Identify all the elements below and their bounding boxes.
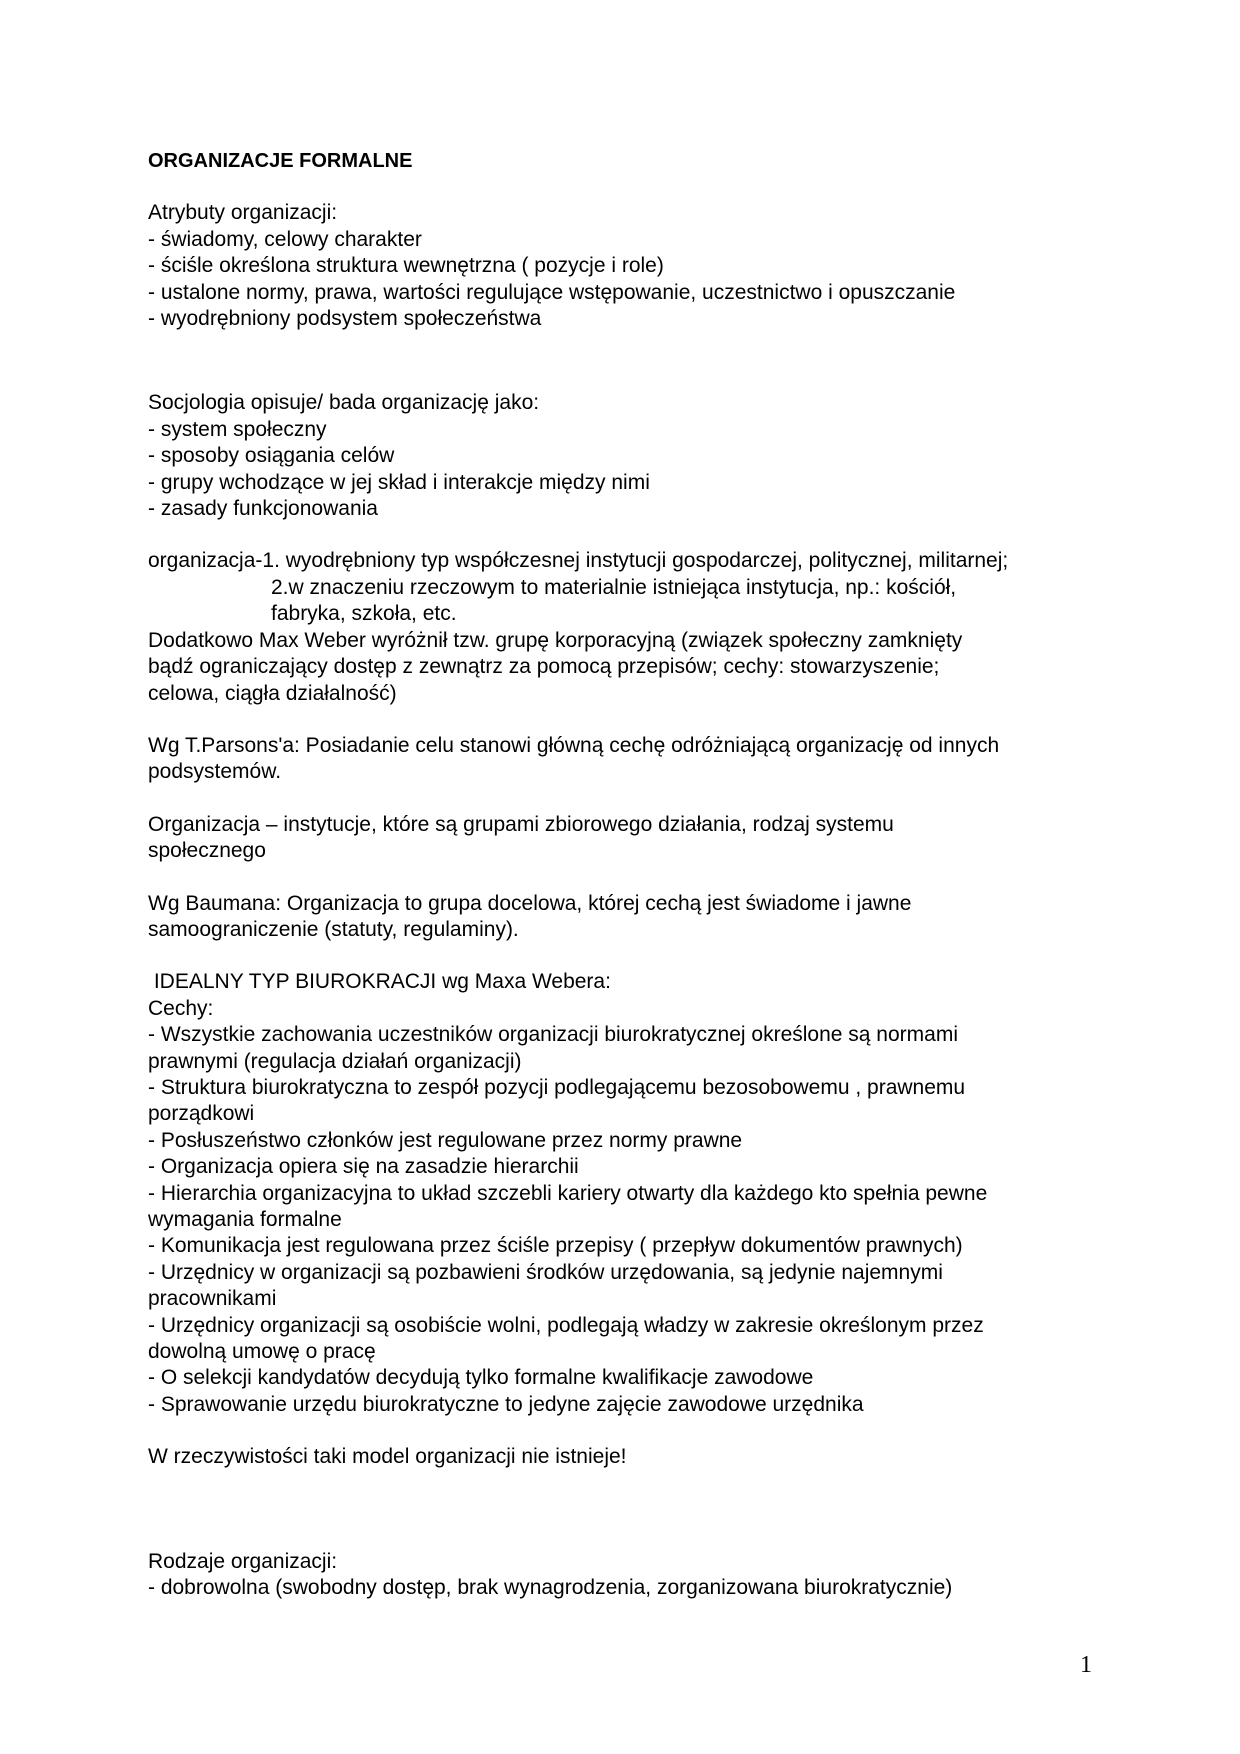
reality-statement: W rzeczywistości taki model organizacji nie istnieje! (148, 1445, 627, 1469)
bureaucracy-line: - Wszystkie zachowania uczestników organizacji biurokratycznej określone są normami (148, 1023, 958, 1047)
bureaucracy-line: - Komunikacja jest regulowana przez ściśle przepisy ( przepływ dokumentów prawnych) (148, 1234, 963, 1258)
weber-line: bądź ograniczający dostęp z zewnątrz za pomocą przepisów; cechy: stowarzyszenie; (148, 655, 940, 679)
types-section (148, 1549, 1108, 1602)
bureaucracy-line: - Urzędnicy organizacji są osobiście wolni, podlegają władzy w zakresie określonym przez (148, 1313, 984, 1337)
parsons-line: Wg T.Parsons'a: Posiadanie celu stanowi główną cechę odróżniającą organizację od innych (148, 733, 1000, 757)
bureaucracy-line: wymagania formalne (148, 1208, 342, 1231)
attribute-item: - ustalone normy, prawa, wartości regulujące wstępowanie, uczestnictwo i opuszczanie (148, 280, 956, 304)
bureaucracy-subheading: Cechy: (148, 996, 214, 1020)
sociology-item: - grupy wchodzące w jej skład i interakcje między nimi (148, 470, 650, 494)
parsons-section (148, 733, 1108, 786)
bureaucracy-heading: IDEALNY TYP BIUROKRACJI wg Maxa Webera: (148, 970, 611, 994)
attributes-section (148, 200, 1108, 332)
organization-line: społecznego (148, 839, 266, 863)
attributes-heading: Atrybuty organizacji: (148, 201, 338, 225)
sociology-item: - zasady funkcjonowania (148, 497, 378, 521)
bauman-line: samoograniczenie (statuty, regulaminy). (148, 917, 519, 941)
bureaucracy-line: prawnymi (regulacja działań organizacji) (148, 1049, 522, 1073)
sociology-section (148, 390, 1108, 522)
definition-line: 2.w znaczeniu rzeczowym to materialnie istniejąca instytucja, np.: kościół, (271, 575, 957, 599)
weber-line: Dodatkowo Max Weber wyróżnił tzw. grupę korporacyjną (związek społeczny zamknięty (148, 628, 963, 652)
page-number: 1 (1080, 1652, 1092, 1678)
attribute-item: - ściśle określona struktura wewnętrzna ( pozycje i role) (148, 254, 664, 278)
attribute-item: - świadomy, celowy charakter (148, 227, 422, 251)
document-title: ORGANIZACJE FORMALNE (148, 150, 413, 172)
types-heading: Rodzaje organizacji: (148, 1549, 338, 1573)
organization-line: Organizacja – instytucje, które są grupami zbiorowego działania, rodzaj systemu (148, 812, 894, 836)
sociology-heading: Socjologia opisuje/ bada organizację jako: (148, 391, 540, 415)
weber-line: celowa, ciągła działalność) (148, 681, 397, 705)
bureaucracy-line: - Posłuszeństwo członków jest regulowane przez normy prawne (148, 1128, 743, 1152)
bureaucracy-line: - Hierarchia organizacyjna to układ szczebli kariery otwarty dla każdego kto spełnia pewne (148, 1181, 988, 1205)
definition-line: fabryka, szkoła, etc. (271, 602, 457, 626)
bauman-section (148, 891, 1108, 944)
bureaucracy-line: - Sprawowanie urzędu biurokratyczne to jedyne zajęcie zawodowe urzędnika (148, 1392, 864, 1416)
bureaucracy-section (148, 969, 1108, 1418)
attribute-item: - wyodrębniony podsystem społeczeństwa (148, 307, 542, 331)
bureaucracy-line: porządkowi (148, 1102, 255, 1126)
types-item: - dobrowolna (swobodny dostęp, brak wynagrodzenia, zorganizowana biurokratycznie) (148, 1576, 953, 1600)
sociology-item: - sposoby osiągania celów (148, 444, 395, 468)
parsons-line: podsystemów. (148, 760, 282, 784)
document-body (148, 148, 1108, 1601)
sociology-item: - system społeczny (148, 417, 327, 441)
definition-line: organizacja-1. wyodrębniony typ współczesnej instytucji gospodarczej, politycznej, militarnej; (148, 549, 1009, 573)
bureaucracy-line: dowolną umowę o pracę (148, 1340, 376, 1364)
organization-section (148, 812, 1108, 865)
bureaucracy-line: - Struktura biurokratyczna to zespół pozycji podlegającemu bezosobowemu , prawnemu (148, 1075, 966, 1099)
bureaucracy-line: - Urzędnicy w organizacji są pozbawieni środków urzędowania, są jedynie najemnymi (148, 1260, 943, 1284)
definition-section (148, 548, 1108, 706)
bureaucracy-line: - O selekcji kandydatów decydują tylko formalne kwalifikacje zawodowe (148, 1366, 814, 1390)
bureaucracy-line: - Organizacja opiera się na zasadzie hierarchii (148, 1155, 579, 1179)
bureaucracy-line: pracownikami (148, 1287, 277, 1311)
bauman-line: Wg Baumana: Organizacja to grupa docelowa, której cechą jest świadome i jawne (148, 891, 912, 915)
